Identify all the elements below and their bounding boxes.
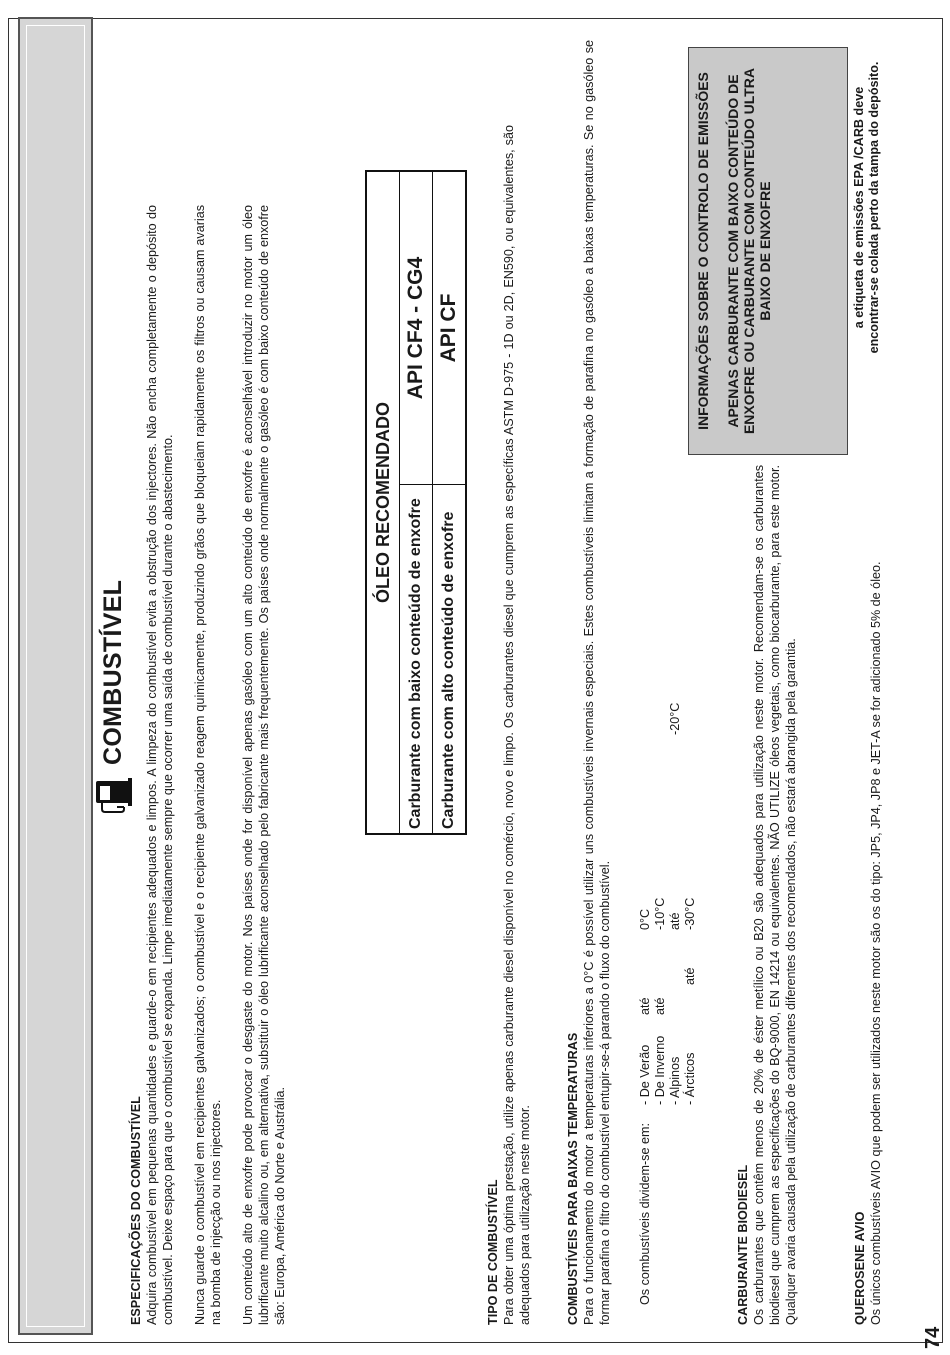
oil-cell: API CF: [432, 171, 466, 485]
page-number: 74: [922, 1326, 944, 1349]
section-header: [93, 580, 133, 815]
fuel-name: - De Inverno: [653, 1035, 667, 1105]
paragraph: Os únicos combustíveis AVIO que podem ser utilizados neste motor são os do tipo: JP5, JP4, JP8 e JET-A se for adicionado 5% de óleo.: [869, 561, 883, 1325]
fuel-name: - De Verão: [638, 1044, 652, 1105]
temp-value: 0°C: [638, 908, 652, 930]
epa-label-note: a etiqueta de emissões EPA /CARB deve encontrar-se colada perto da tampa do depósito.: [852, 61, 881, 354]
especificacoes-section: [128, 205, 288, 1325]
list-item: [683, 745, 698, 1105]
list-item: [638, 745, 653, 1105]
baixas-temp-section: [565, 40, 613, 1325]
recommended-oil-table: [365, 170, 467, 835]
table-header: ÓLEO RECOMENDADO: [366, 171, 400, 834]
info-box-body: APENAS CARBURANTE COM BAIXO CONTEÚDO DE ENXOFRE OU CARBURANTE COM CONTEÚDO ULTRA BAIXO DE ENXOFRE: [725, 67, 773, 435]
table-row: [432, 171, 466, 834]
ate-label: até: [653, 997, 667, 1015]
emissions-info-box: [688, 47, 848, 455]
fuel-name: - Alpinos: [668, 1056, 682, 1105]
paragraph: Para o funcionamento do motor a temperaturas inferiores a 0°C é possível utilizar uns combustíveis invernais especiais. Estes combustíveis limitam a formação de parafina no gasóleo a baixas temperaturas. Se no gasóleo se formar parafina o filtro do combustível entupir-se-á parando o fluxo do combustível.: [582, 40, 612, 1325]
oil-cell: API CF4 - CG4: [400, 171, 433, 485]
section-heading: COMBUSTÍVEIS PARA BAIXAS TEMPERATURAS: [566, 1032, 580, 1325]
section-heading: TIPO DE COMBUSTÍVEL: [486, 1179, 500, 1325]
section-heading: CARBURANTE BIODIESEL: [736, 1164, 750, 1325]
temp-value: -30°C: [683, 897, 697, 930]
tipo-section: [485, 125, 533, 1325]
temp-value: -10°C: [653, 897, 667, 930]
fuel-cell: Carburante com alto conteúdo de enxofre: [432, 485, 466, 835]
info-box-title: INFORMAÇÕES SOBRE O CONTROLO DE EMISSÕES: [695, 72, 711, 430]
ate-label: até: [683, 967, 697, 985]
table-row: [400, 171, 433, 834]
temp-value: -20°C: [668, 702, 682, 735]
ate-label: até: [668, 912, 682, 930]
querosene-section: [852, 445, 884, 1325]
paragraph: Adquira combustível em pequenas quantidades e guarde-o em recipientes adequados e limpos. A limpeza do combustível evita a obstrução dos injectores. Não encha completamente o depósito do combustível. Deixe espaço para que o combustível se expanda. Limpe imediatamente sempre que ocorrer uma saída de combustível durante o abastecimento.: [145, 205, 175, 1325]
list-item: [668, 702, 683, 1105]
list-label: Os combustíveis dividem-se em:: [638, 1123, 652, 1305]
header-banner: [18, 17, 93, 1335]
paragraph: Nunca guarde o combustível em recipientes galvanizados; o combustível e o recipiente galvanizado reagem quimicamente, produzindo grãos que bloqueiam rapidamente os filtros ou causam avarias na bomba de injecção ou nos injectores.: [193, 205, 223, 1325]
list-item: [653, 745, 668, 1105]
section-heading: QUEROSENE AVIO: [853, 1211, 867, 1325]
paragraph: Um conteúdo alto de enxofre pode provocar o desgaste do motor. Nos países onde for disponível apenas gasóleo com um alto conteúdo de enxofre é aconselhável introduzir no motor um óleo lubrificante muito alcalino ou, em alternativa, substituir o óleo lubrificante aconselhado pelo fabricante mais frequentemente. Os países onde normalmente o gasóleo é com baixo conteúdo de enxofre são: Europa, América do Norte e Austrália.: [241, 205, 287, 1325]
paragraph: Para obter uma óptima prestação, utilize apenas carburante diesel disponível no comércio, novo e limpo. Os carburantes diesel que cumprem as específicas ASTM D-975 - 1D ou 2D, EN590, ou equivalentes, são adequados para utilização neste motor.: [502, 125, 532, 1325]
section-heading: ESPECIFICAÇÕES DO COMBUSTÍVEL: [129, 1096, 143, 1325]
ate-label: até: [638, 997, 652, 1015]
paragraph: Os carburantes que contêm menos de 20% de éster metílico ou B20 são adequados para utilização neste motor. Recomendam-se os carburantes biodiesel que cumprem as especificações do BQ-9000, EN 14214 ou equivalentes. NÃO UTILIZE óleos vegetais, como biocarburante, para este motor. Qualquer avaria causada pela utilização de carburantes diferentes dos recomendados, não estará abrangida pela garantia.: [752, 465, 798, 1325]
fuel-cell: Carburante com baixo conteúdo de enxofre: [400, 485, 433, 835]
fuel-name: - Árcticos: [683, 1052, 697, 1105]
fuel-pump-icon: [93, 777, 133, 815]
biodiesel-section: [735, 465, 799, 1325]
page-title: COMBUSTÍVEL: [98, 579, 127, 765]
